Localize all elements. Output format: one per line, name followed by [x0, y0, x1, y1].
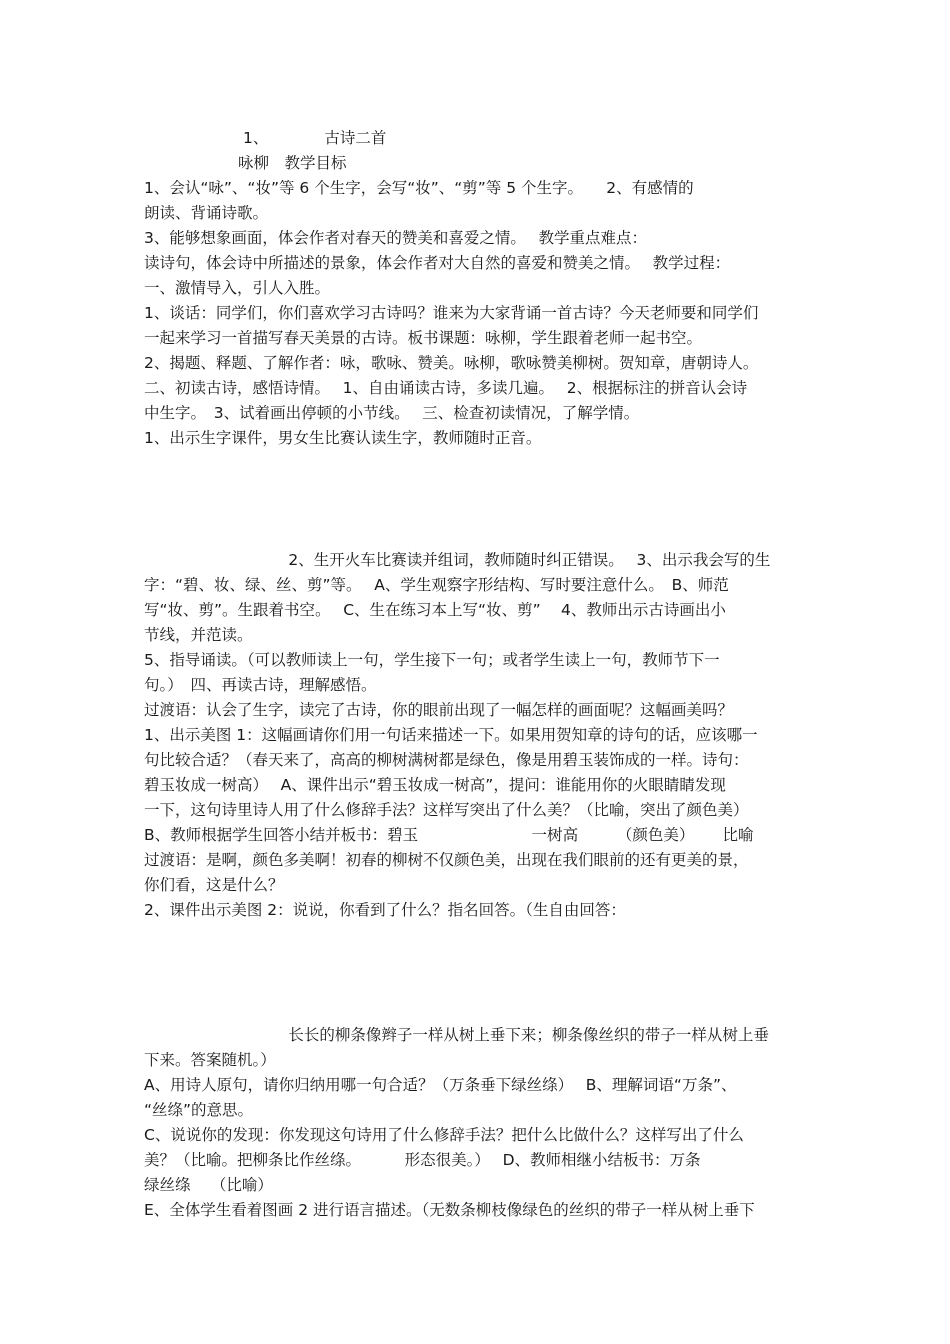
body-line: 1、会认“咏”、“妆”等 6 个生字，会写“妆”、“剪”等 5 个生字。 2、有感情的: [144, 179, 694, 197]
body-line: E、全体学生看着图画 2 进行语言描述。（无数条柳枝像绿色的丝织的带子一样从树上垂下: [144, 1201, 755, 1219]
body-line: 读诗句，体会诗中所描述的景象，体会作者对大自然的喜爱和赞美之情。 教学过程：: [144, 254, 731, 272]
body-line: 绿丝绦 （比喻）: [144, 1176, 273, 1194]
body-line: B、教师根据学生回答小结并板书：碧玉 一树高 （颜色美） 比喻: [144, 826, 754, 844]
body-line: 字：“碧、妆、绿、丝、剪”等。 A、学生观察字形结构、写时要注意什么。 B、师范: [144, 576, 729, 594]
body-line: A、用诗人原句，请你归纳用哪一句合适？（万条垂下绿丝绦） B、理解词语“万条”、: [144, 1076, 737, 1094]
body-line: 朗读、背诵诗歌。: [144, 204, 269, 222]
body-line: 长长的柳条像辫子一样从树上垂下来；柳条像丝织的带子一样从树上垂: [144, 1026, 769, 1044]
body-line: 1、出示生字课件，男女生比赛认读生字，教师随时正音。: [144, 429, 542, 447]
body-line: 节线，并范读。: [144, 626, 253, 644]
body-line: 写“妆、剪”。生跟着书空。 C、生在练习本上写“妆、剪” 4、教师出示古诗画出小: [144, 601, 726, 619]
lesson-subtitle: 咏柳 教学目标: [238, 154, 347, 172]
body-line: 一起来学习一首描写春天美景的古诗。板书课题：咏柳，学生跟着老师一起书空。: [144, 329, 703, 347]
body-line: 1、出示美图 1：这幅画请你们用一句话来描述一下。如果用贺知章的诗句的话，应该哪一: [144, 726, 758, 744]
body-line: 2、课件出示美图 2：说说，你看到了什么？指名回答。（生自由回答：: [144, 901, 626, 919]
body-line: 2、生开火车比赛读并组词，教师随时纠正错误。 3、出示我会写的生: [144, 551, 771, 569]
title-text: 古诗二首: [324, 129, 387, 147]
body-line: “丝绦”的意思。: [144, 1101, 254, 1119]
body-line: C、说说你的发现：你发现这句诗用了什么修辞手法？把什么比做什么？这样写出了什么: [144, 1126, 744, 1144]
body-line: 过渡语：是啊，颜色多美啊！初春的柳树不仅颜色美，出现在我们眼前的还有更美的景，: [144, 851, 749, 869]
body-line: 一、激情导入，引人入胜。: [144, 279, 331, 297]
body-line: 句比较合适？（春天来了，高高的柳树满树都是绿色，像是用碧玉装饰成的一样。诗句：: [144, 751, 749, 769]
body-line: 一下，这句诗里诗人用了什么修辞手法？这样写突出了什么美？（比喻，突出了颜色美）: [144, 801, 749, 819]
lesson-title: [243, 126, 386, 150]
body-line: 美？（比喻。把柳条比作丝绦。 形态很美。） D、教师相继小结板书：万条: [144, 1151, 701, 1169]
body-line: 二、初读古诗，感悟诗情。 1、自由诵读古诗，多读几遍。 2、根据标注的拼音认会诗: [144, 379, 748, 397]
body-line: 2、揭题、释题、了解作者：咏，歌咏、赞美。咏柳，歌咏赞美柳树。贺知章，唐朝诗人。: [144, 354, 759, 372]
title-number: 1、: [243, 129, 269, 147]
body-line: 句。） 四、再读古诗，理解感悟。: [144, 676, 377, 694]
body-line: 碧玉妆成一树高） A、课件出示“碧玉妆成一树高”，提问：谁能用你的火眼睛睛发现: [144, 776, 726, 794]
body-line: 1、谈话：同学们，你们喜欢学习古诗吗？谁来为大家背诵一首古诗？今天老师要和同学们: [144, 304, 759, 322]
body-line: 3、能够想象画面，体会作者对春天的赞美和喜爱之情。 教学重点难点：: [144, 229, 648, 247]
body-line: 中生字。 3、试着画出停顿的小节线。 三、检查初读情况，了解学情。: [144, 404, 640, 422]
body-line: 5、指导诵读。（可以教师读上一句，学生接下一句；或者学生读上一句，教师节下一: [144, 651, 720, 669]
body-line: 下来。答案随机。）: [144, 1051, 276, 1069]
body-line: 过渡语：认会了生字，读完了古诗，你的眼前出现了一幅怎样的画面呢？这幅画美吗？: [144, 701, 734, 719]
body-line: 你们看，这是什么？: [144, 876, 284, 894]
